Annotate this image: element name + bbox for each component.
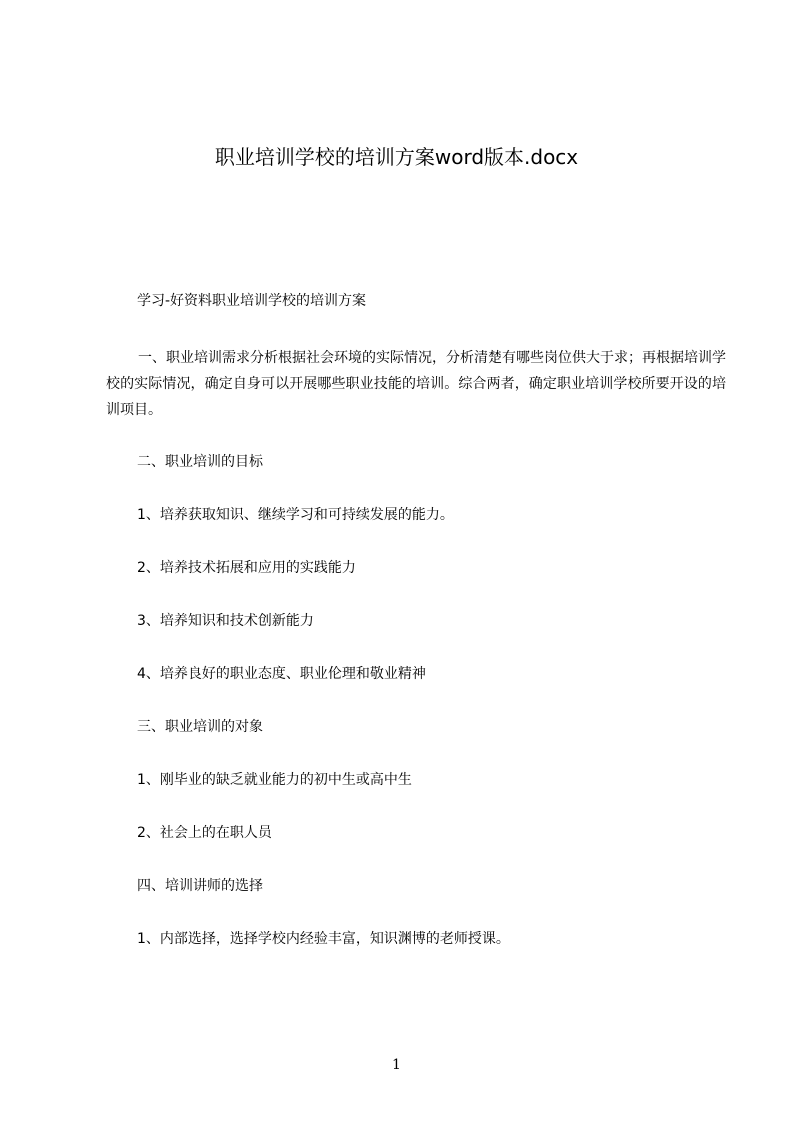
list-item-goal-2: 2、培养技术拓展和应用的实践能力: [137, 560, 356, 576]
list-item-trainer-1: 1、内部选择，选择学校内经验丰富，知识渊博的老师授课。: [137, 931, 510, 947]
list-item-target-1: 1、刚毕业的缺乏就业能力的初中生或高中生: [137, 772, 412, 788]
section-heading-trainers: 四、培训讲师的选择: [137, 878, 263, 894]
list-item-goal-3: 3、培养知识和技术创新能力: [137, 613, 314, 629]
paragraph-heading: 学习-好资料职业培训学校的培训方案: [137, 293, 367, 309]
section-heading-goals: 二、职业培训的目标: [137, 454, 263, 470]
paragraph-training-needs: 一、职业培训需求分析根据社会环境的实际情况，分析清楚有哪些岗位供大于求；再根据培训学校的实际情况，确定自身可以开展哪些职业技能的培训。综合两者，确定职业培训学校所要开设的培训项目。: [106, 350, 726, 418]
list-item-target-2: 2、社会上的在职人员: [137, 825, 272, 841]
list-item-goal-4: 4、培养良好的职业态度、职业伦理和敬业精神: [137, 666, 426, 682]
page-number: 1: [392, 1057, 401, 1073]
section-heading-targets: 三、职业培训的对象: [137, 719, 263, 735]
document-title: 职业培训学校的培训方案word版本.docx: [214, 145, 579, 169]
list-item-goal-1: 1、培养获取知识、继续学习和可持续发展的能力。: [137, 507, 454, 523]
